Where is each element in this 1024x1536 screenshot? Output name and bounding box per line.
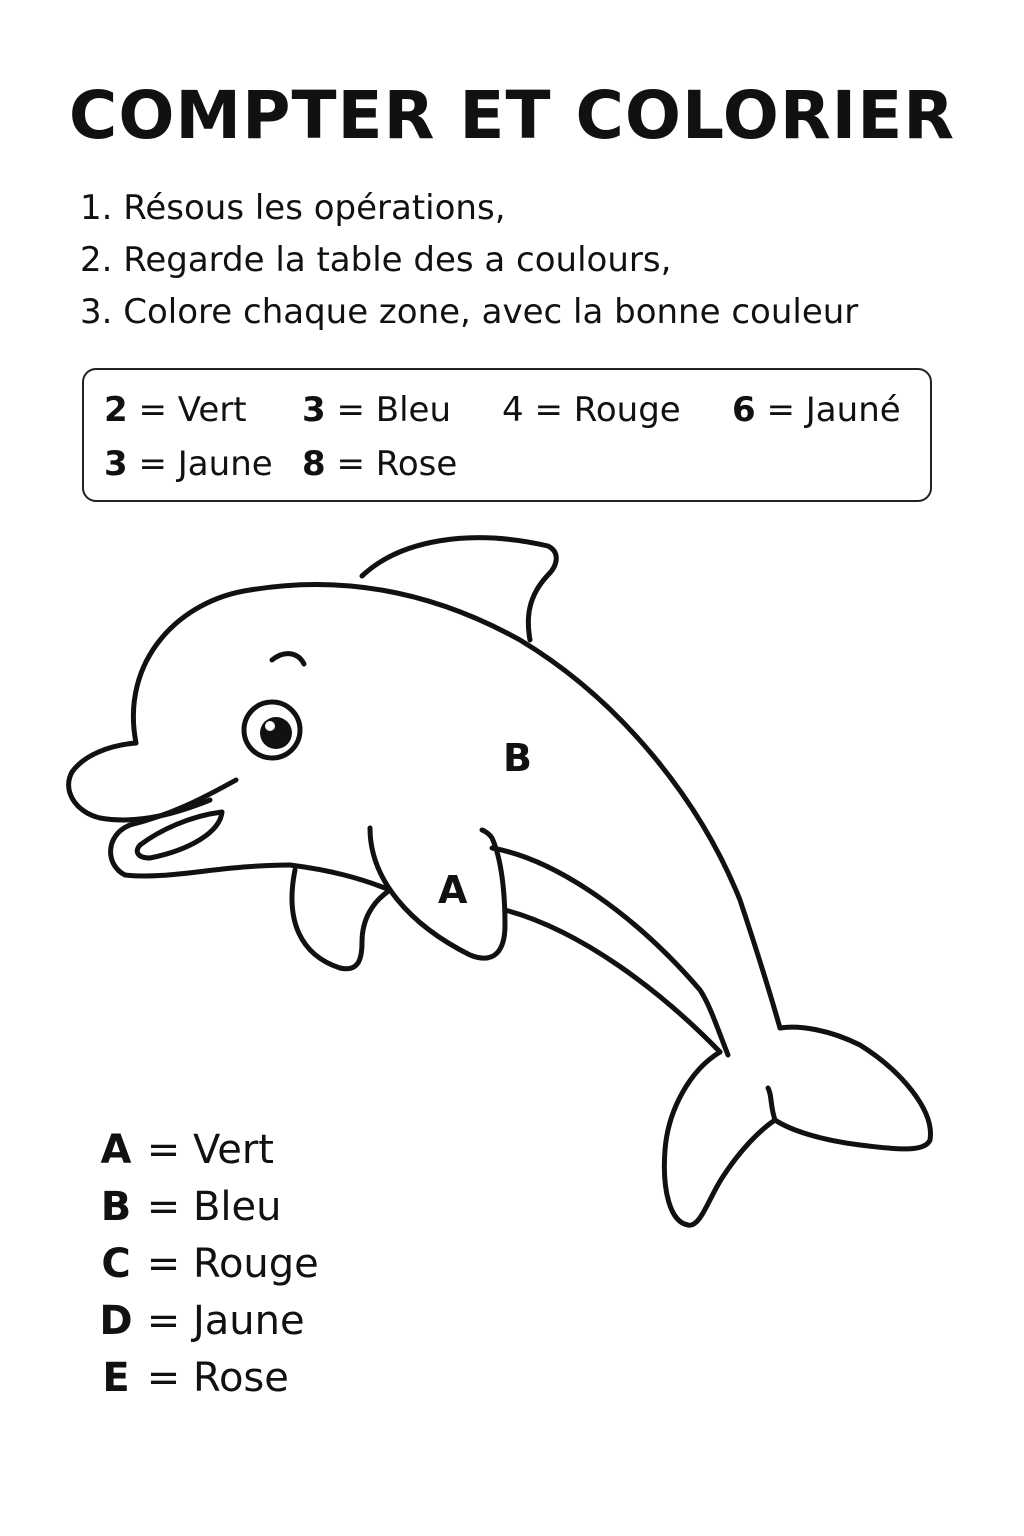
key-entry: E = Rose — [102, 1355, 289, 1401]
legend-entry: 8 = Rose — [302, 444, 458, 484]
legend-entry: 3 = Jaune — [104, 444, 273, 484]
legend-entry: 4 = Rouge — [502, 390, 681, 430]
instruction-step: 3. Colore chaque zone, avec la bonne couleur — [80, 292, 859, 332]
dolphin-mouth — [111, 780, 290, 876]
dolphin-tail-notch — [768, 1088, 775, 1120]
dolphin-back — [133, 584, 780, 1028]
eyebrow — [272, 654, 304, 664]
key-entry: C = Rouge — [101, 1241, 319, 1287]
legend-entry: 6 = Jauné — [732, 390, 901, 430]
zone-label-a: A — [438, 868, 468, 912]
instruction-step: 2. Regarde la table des a coulours, — [80, 240, 672, 280]
key-entry: B = Bleu — [100, 1184, 282, 1230]
zone-label-b: B — [503, 736, 532, 780]
eye-highlight — [265, 721, 275, 731]
dolphin-chin — [290, 865, 390, 890]
dolphin-belly — [505, 910, 720, 1052]
dolphin-tail — [664, 1027, 930, 1225]
instructions-list — [80, 182, 858, 338]
legend-entry: 3 = Bleu — [302, 390, 452, 430]
dorsal-fin — [362, 538, 556, 640]
legend-entry: 2 = Vert — [104, 390, 247, 430]
number-color-legend — [82, 368, 932, 502]
letter-color-key — [98, 1122, 319, 1407]
instruction-step: 1. Résous les opérations, — [80, 188, 506, 228]
dolphin-beak — [69, 743, 210, 820]
key-entry: A = Vert — [100, 1127, 274, 1173]
eye-pupil — [260, 717, 292, 749]
page-title: COMPTER ET COLORIER — [68, 77, 956, 154]
key-entry: D = Jaune — [99, 1298, 305, 1344]
